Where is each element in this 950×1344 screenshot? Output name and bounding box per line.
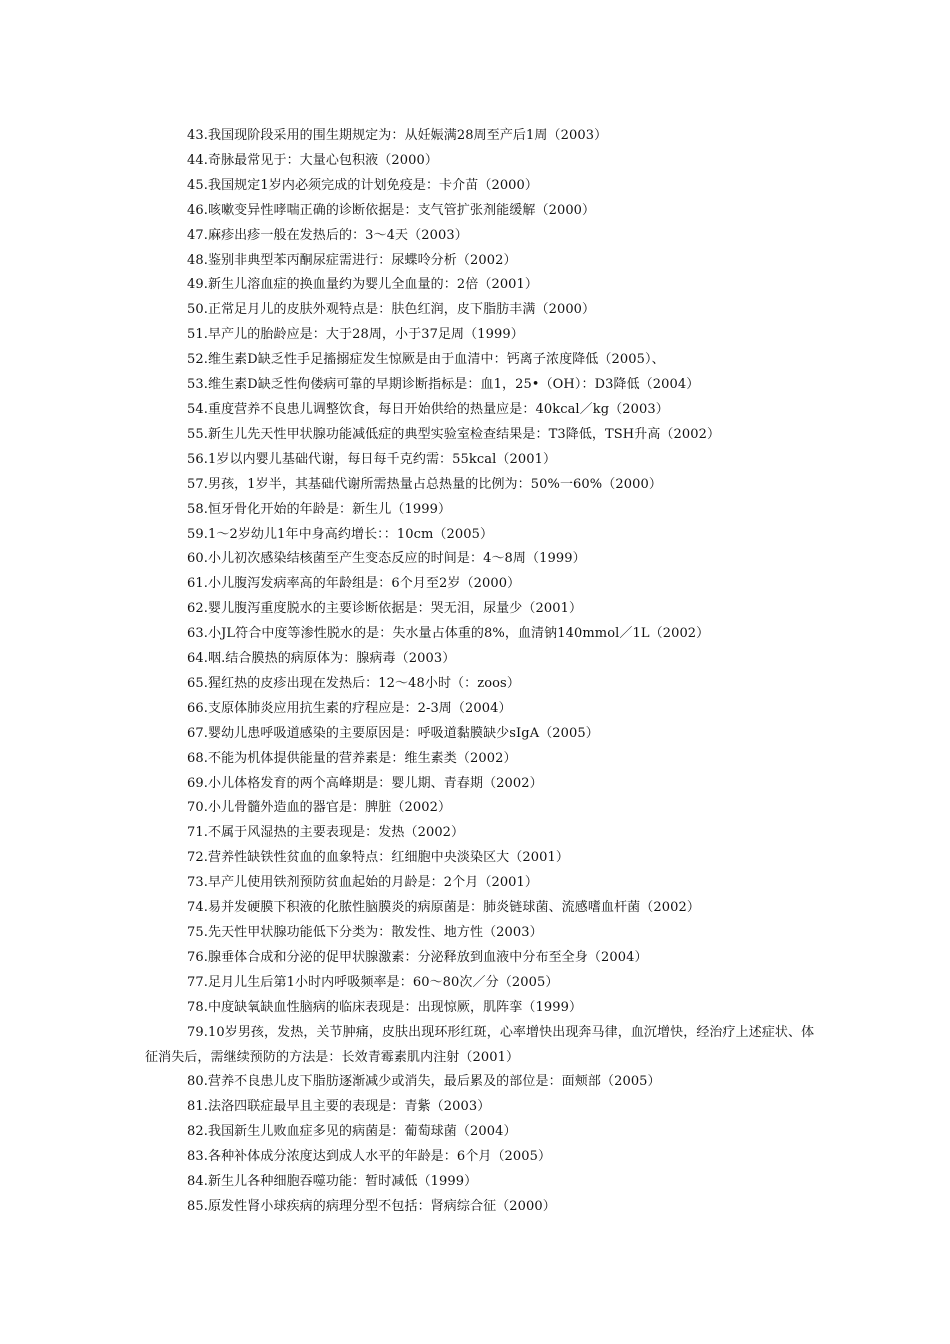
list-item: 57.男孩，1岁半，其基础代谢所需热量占总热量的比例为：50%一60%（2000）	[187, 476, 662, 492]
list-item: 77.足月儿生后第1小时内呼吸频率是：60～80次／分（2005）	[187, 974, 559, 990]
list-item: 49.新生儿溶血症的换血量约为婴儿全血量的：2倍（2001）	[187, 277, 539, 293]
list-item: 75.先天性甲状腺功能低下分类为：散发性、地方性（2003）	[187, 925, 543, 940]
list-item: 47.麻疹出疹一般在发热后的：3～4天（2003）	[187, 227, 468, 243]
list-item: 82.我国新生儿败血症多见的病菌是：葡萄球菌（2004）	[187, 1124, 517, 1140]
list-item: 44.奇脉最常见于：大量心包积液（2000）	[187, 152, 438, 168]
list-item: 71.不属于风湿热的主要表现是：发热（2002）	[187, 825, 465, 841]
list-item: 52.维生素D缺乏性手足搐搦症发生惊厥是由于血清中：钙离子浓度降低（2005）、	[187, 352, 665, 368]
list-item: 67.婴幼儿患呼吸道感染的主要原因是：呼吸道黏膜缺少sIgA（2005）	[187, 725, 599, 741]
list-item: 81.法洛四联症最早且主要的表现是：青紫（2003）	[187, 1099, 491, 1115]
list-item: 72.营养性缺铁性贫血的血象特点：红细胞中央淡染区大（2001）	[187, 850, 569, 866]
list-item: 46.咳嗽变异性哮喘正确的诊断依据是：支气管扩张剂能缓解（2000）	[187, 202, 596, 218]
list-item: 51.早产儿的胎龄应是：大于28周，小于37足周（1999）	[187, 327, 524, 343]
list-item: 64.咽.结合膜热的病原体为：腺病毒（2003）	[187, 651, 456, 667]
list-item: 63.小JL符合中度等渗性脱水的是：失水量占体重的8%，血清钠140mmol／1L（2002）	[187, 626, 710, 642]
list-item: 70.小儿骨髓外造血的器官是：脾脏（2002）	[187, 800, 452, 816]
list-item: 85.原发性肾小球疾病的病理分型不包括：肾病综合征（2000）	[187, 1198, 556, 1214]
list-item: 73.早产儿使用铁剂预防贫血起始的月龄是：2个月（2001）	[187, 875, 539, 891]
list-item: 55.新生儿先天性甲状腺功能减低症的典型实验室检查结果是：T3降低，TSH升高（2002）	[187, 426, 721, 442]
list-item: 58.恒牙骨化开始的年龄是：新生儿（1999）	[187, 501, 452, 517]
list-item: 62.婴儿腹泻重度脱水的主要诊断依据是：哭无泪，尿量少（2001）	[187, 601, 583, 617]
list-item: 43.我国现阶段采用的围生期规定为：从妊娠满28周至产后1周（2003）	[187, 128, 608, 143]
list-item: 78.中度缺氧缺血性脑病的临床表现是：出现惊厥，肌阵挛（1999）	[187, 999, 583, 1015]
list-item: 68.不能为机体提供能量的营养素是：维生素类（2002）	[187, 750, 517, 766]
list-item: 79.10岁男孩，发热，关节肿痛，皮肤出现环形红斑，心率增快出现奔马律，血沉增快，经治疗上述症状、体征消失后，需继续预防的方法是：长效青霉素肌内注射（2001）	[145, 1024, 815, 1065]
list-item: 53.维生素D缺乏性佝偻病可靠的早期诊断指标是：血1，25•（OH）：D3降低（2004）	[187, 377, 700, 393]
list-item: 74.易并发硬膜下积液的化脓性脑膜炎的病原菌是：肺炎链球菌、流感嗜血杆菌（2002）	[187, 900, 700, 916]
list-item: 50.正常足月儿的皮肤外观特点是：肤色红润，皮下脂肪丰满（2000）	[187, 302, 596, 318]
list-item: 45.我国规定1岁内必须完成的计划免疫是：卡介苗（2000）	[187, 177, 539, 193]
list-item: 59.1～2岁幼儿1年中身高约增长：：10cm（2005）	[187, 526, 494, 542]
list-item: 76.腺垂体合成和分泌的促甲状腺激素：分泌释放到血液中分布至全身（2004）	[187, 949, 648, 965]
list-item: 56.1岁以内婴儿基础代谢，每日每千克约需：55kcal（2001）	[187, 451, 557, 467]
list-item: 60.小儿初次感染结核菌至产生变态反应的时间是：4～8周（1999）	[187, 551, 586, 567]
list-item: 83.各种补体成分浓度达到成人水平的年龄是：6个月（2005）	[187, 1149, 552, 1165]
list-item: 61.小儿腹泻发病率高的年龄组是：6个月至2岁（2000）	[187, 576, 521, 592]
list-item: 69.小儿体格发育的两个高峰期是：婴儿期、青春期（2002）	[187, 775, 543, 791]
list-item: 54.重度营养不良患儿调整饮食，每日开始供给的热量应是：40kcal／kg（2003）	[187, 401, 669, 417]
list-item: 80.营养不良患儿皮下脂肪逐渐减少或消失，最后累及的部位是：面颊部（2005）	[187, 1074, 661, 1090]
list-item: 84.新生儿各种细胞吞噬功能：暂时减低（1999）	[187, 1174, 478, 1190]
list-item: 65.猩红热的皮疹出现在发热后：12～48小时（：zoos）	[187, 675, 520, 691]
question-list	[145, 124, 820, 1220]
list-item: 66.支原体肺炎应用抗生素的疗程应是：2-3周（2004）	[187, 700, 512, 716]
list-item: 48.鉴别非典型苯丙酮尿症需进行：尿蝶呤分析（2002）	[187, 252, 517, 268]
